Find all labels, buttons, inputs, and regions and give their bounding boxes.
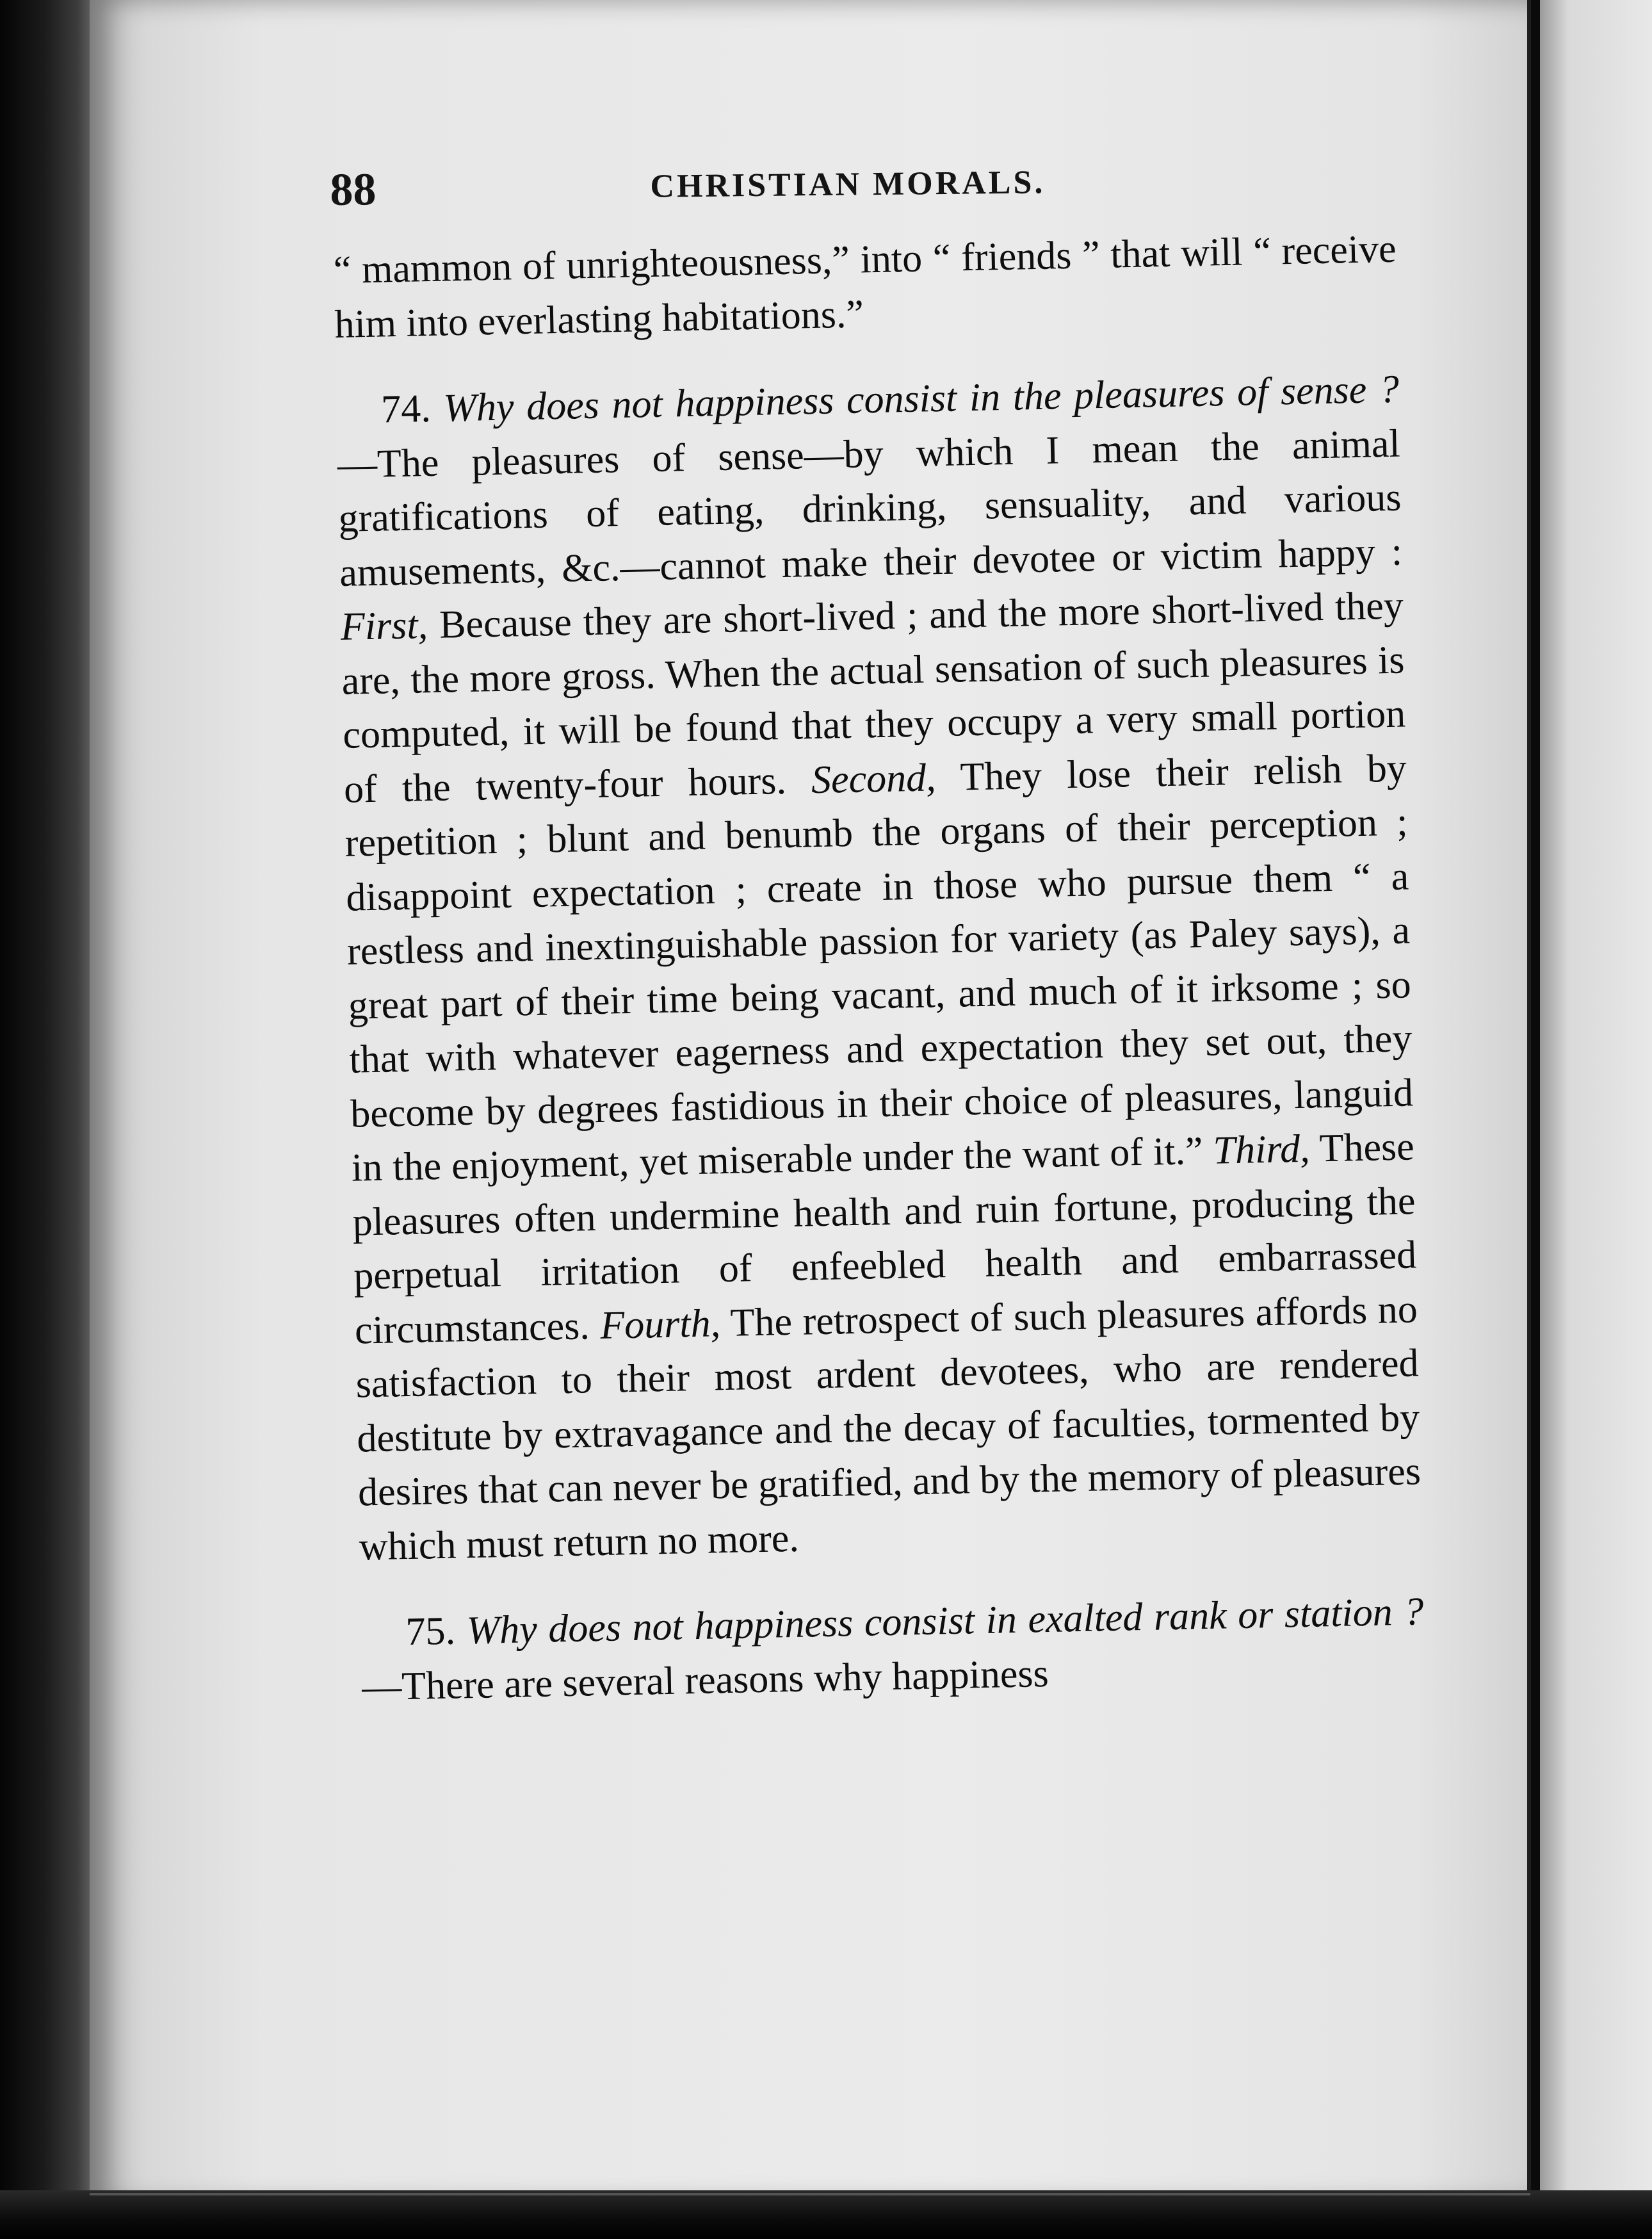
answer-text: —There are several reasons why happiness: [361, 1651, 1049, 1709]
enumeration-label: First,: [340, 603, 428, 649]
question-number: 74.: [380, 386, 432, 432]
running-title: CHRISTIAN MORALS.: [650, 164, 1046, 205]
enumeration-label: Third,: [1212, 1127, 1311, 1173]
adjacent-page-edge: [1540, 0, 1652, 2203]
question-text: Why does not happiness consist in exalted rank or station ?: [466, 1590, 1424, 1653]
answer-text: Because they are short-lived ; and the more short-lived they are, the more gross. When the actual sensation of such pleasures is computed, it will be found that they occupy a very small portion of the twenty-four hours.: [341, 583, 1406, 811]
page-number: 88: [330, 163, 377, 215]
answer-text: —The pleasures of sense—by which I mean the animal gratifications of eating, drinking, sensuality, and various amusements, &c.—cannot make their devotee or victim happy :: [337, 421, 1403, 595]
scan-left-edge: [0, 0, 96, 2239]
answer-text: These pleasures often undermine health and ruin fortune, producing the perpetual irritation of enfeebled health and embarrassed circumstances.: [352, 1125, 1417, 1353]
enumeration-label: Fourth,: [599, 1301, 721, 1347]
continuation-paragraph: “ mammon of unrighteousness,” into “ friends ” that will “ receive him into everlasting habitations.”: [333, 227, 1397, 346]
question-74-paragraph: [336, 362, 1422, 1574]
body-text: [333, 222, 1426, 1746]
question-text: Why does not happiness consist in the pleasures of sense ?: [442, 367, 1400, 430]
question-number: 75.: [405, 1609, 456, 1654]
answer-text: They lose their relish by repetition ; blunt and benumb the organs of their perception ; disappoint expectation ; create in those who pursue them “ a restless and inextinguishable passion for variety (as Paley says), a great part of their time being vacant, and much of it irksome ; so that with whatever eagerness and expectation they set out, they become by degrees fastidious in their choice of pleasures, languid in the enjoyment, yet miserable under the want of it.”: [344, 746, 1414, 1190]
running-header: [330, 152, 1381, 221]
question-75-paragraph: [360, 1584, 1425, 1714]
enumeration-label: Second,: [811, 755, 937, 802]
answer-text: The retrospect of such pleasures affords no satisfaction to their most ardent devotees, who are rendered destitute by extravagance and the decay of faculties, tormented by desires that can never be gratified, and by the memory of pleasures which must return no more.: [355, 1287, 1421, 1569]
page-gutter-line: [1527, 0, 1531, 2203]
scan-bottom-edge: [0, 2190, 1652, 2239]
